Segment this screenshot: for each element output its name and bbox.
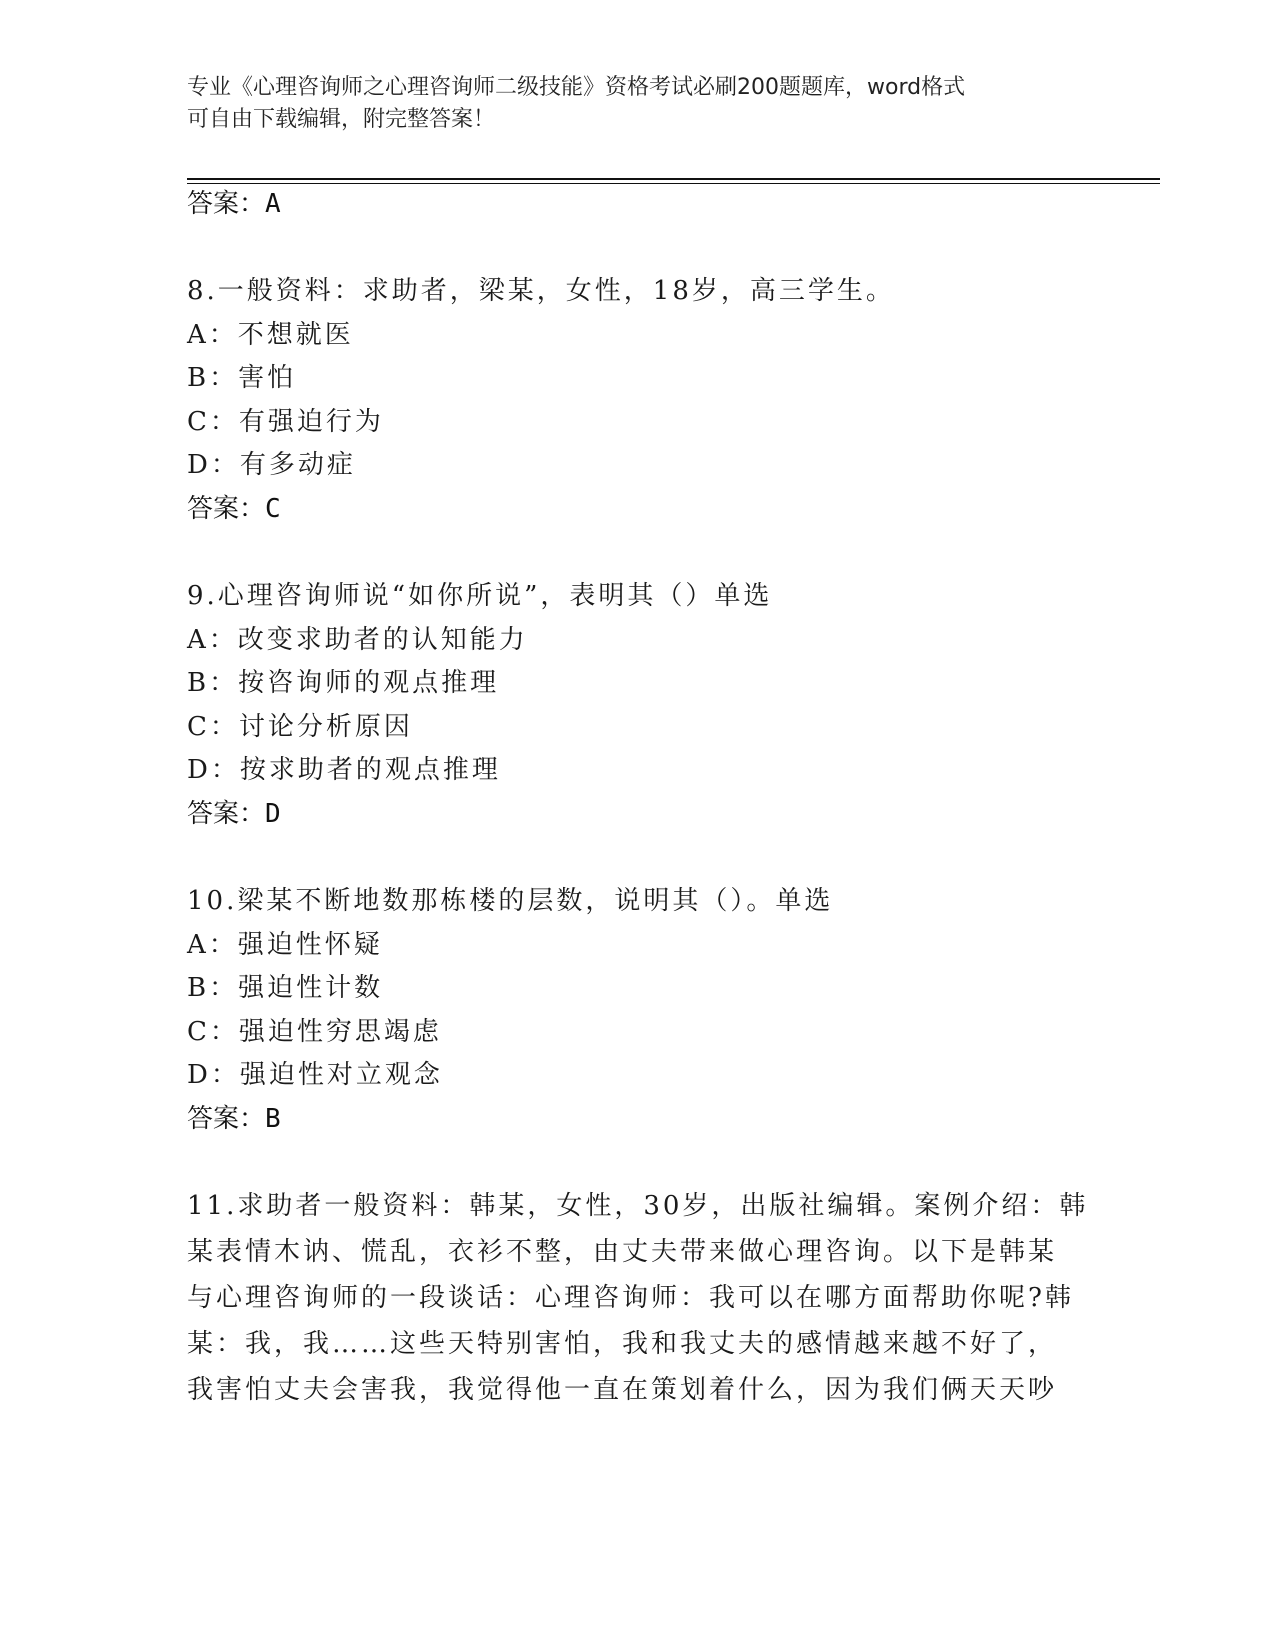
header-line-2: 可自由下载编辑，附完整答案！ xyxy=(187,107,496,132)
answer-q7 xyxy=(187,188,281,220)
question-9-option-d: D：按求助者的观点推理 xyxy=(187,755,501,785)
question-9-option-a: A：改变求助者的认知能力 xyxy=(187,625,528,655)
answer-value: B xyxy=(265,1104,281,1134)
question-10-option-a: A：强迫性怀疑 xyxy=(187,930,383,960)
question-9-option-b: B：按咨询师的观点推理 xyxy=(187,668,500,698)
question-10-option-b: B：强迫性计数 xyxy=(187,973,384,1003)
question-8-option-d: D：有多动症 xyxy=(187,450,356,480)
answer-q9 xyxy=(187,798,281,830)
answer-q8 xyxy=(187,493,281,525)
question-11-line-5: 我害怕丈夫会害我，我觉得他一直在策划着什么，因为我们俩天天吵 xyxy=(187,1375,1058,1405)
answer-value: C xyxy=(265,494,281,524)
answer-label: 答案： xyxy=(187,494,266,524)
header-divider-thin xyxy=(187,183,1160,184)
question-11-body xyxy=(187,1190,1087,1420)
header-divider-thick xyxy=(187,178,1160,180)
answer-label: 答案： xyxy=(187,799,266,829)
answer-value: A xyxy=(265,189,281,219)
question-11-line-4: 某：我，我……这些天特别害怕，我和我丈夫的感情越来越不好了， xyxy=(187,1329,1058,1359)
question-9-stem: 9.心理咨询师说“如你所说”，表明其（）单选 xyxy=(187,581,773,611)
question-8-option-b: B：害怕 xyxy=(187,363,297,393)
question-8-stem: 8.一般资料：求助者，梁某，女性，18岁，高三学生。 xyxy=(187,276,895,306)
answer-value: D xyxy=(265,799,281,829)
header-line-1: 专业《心理咨询师之心理咨询师二级技能》资格考试必刷200题题库，word格式 xyxy=(187,75,966,100)
question-10-option-d: D：强迫性对立观念 xyxy=(187,1060,443,1090)
question-9-option-c: C：讨论分析原因 xyxy=(187,712,413,742)
answer-label: 答案： xyxy=(187,189,266,219)
question-10-stem: 10.梁某不断地数那栋楼的层数，说明其（）。单选 xyxy=(187,886,834,916)
document-header xyxy=(187,72,1067,136)
question-10-option-c: C：强迫性穷思竭虑 xyxy=(187,1017,442,1047)
answer-label: 答案： xyxy=(187,1104,266,1134)
question-11-line-2: 某表情木讷、慌乱，衣衫不整，由丈夫带来做心理咨询。以下是韩某 xyxy=(187,1237,1058,1267)
question-8-option-c: C：有强迫行为 xyxy=(187,407,384,437)
question-11-line-1: 11.求助者一般资料：韩某，女性，30岁，出版社编辑。案例介绍：韩 xyxy=(187,1191,1089,1221)
question-11-line-3: 与心理咨询师的一段谈话：心理咨询师：我可以在哪方面帮助你呢?韩 xyxy=(187,1283,1074,1313)
answer-q10 xyxy=(187,1103,281,1135)
question-8-option-a: A：不想就医 xyxy=(187,320,354,350)
